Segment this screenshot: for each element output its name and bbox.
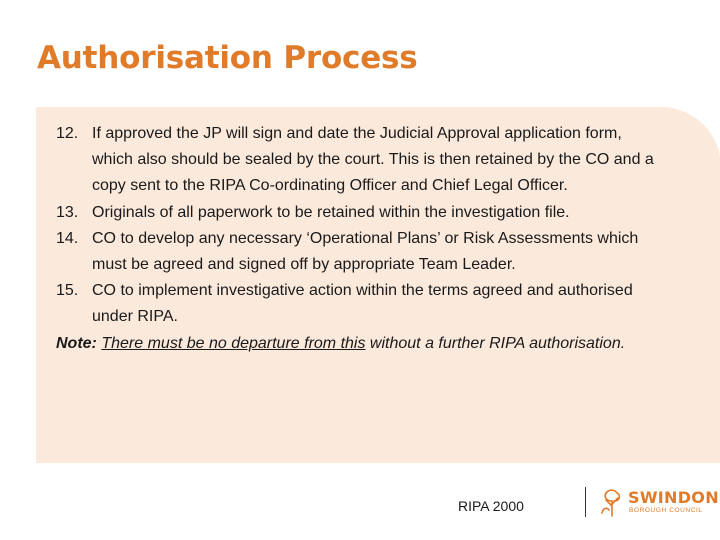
content-body [56,121,666,357]
note-paragraph [56,331,666,357]
footer-label: RIPA 2000 [458,498,524,514]
list-item [56,226,666,278]
tree-icon [600,489,624,517]
step-text: CO to implement investigative action within the terms agreed and authorised under RIPA. [92,282,633,326]
step-text: If approved the JP will sign and date the Judicial Approval application form, which also should be sealed by the court. This is then retained by the CO and a copy sent to the RIPA Co-ordinating Officer and Chief Legal Officer. [92,125,654,195]
step-text: CO to develop any necessary ‘Operational Plans’ or Risk Assessments which must be agreed and signed off by appropriate Team Leader. [92,229,639,274]
logo-subtitle: BOROUGH COUNCIL [629,507,703,514]
footer-divider [585,487,586,517]
slide-title: Authorisation Process [37,40,418,76]
list-item [56,200,666,226]
note-emphasis: There must be no departure from this [101,334,366,352]
step-number: 14. [56,229,79,247]
process-steps-list [56,121,666,331]
list-item [56,121,666,200]
note-label: Note: [56,334,97,352]
step-number: 13. [56,203,79,221]
note-text: without a further RIPA authorisation. [369,334,626,352]
list-item [56,278,666,330]
council-logo [600,488,719,520]
step-text: Originals of all paperwork to be retained within the investigation file. [92,203,570,221]
logo-name: SWINDON [628,488,719,507]
step-number: 12. [56,125,79,142]
step-number: 15. [56,282,79,300]
